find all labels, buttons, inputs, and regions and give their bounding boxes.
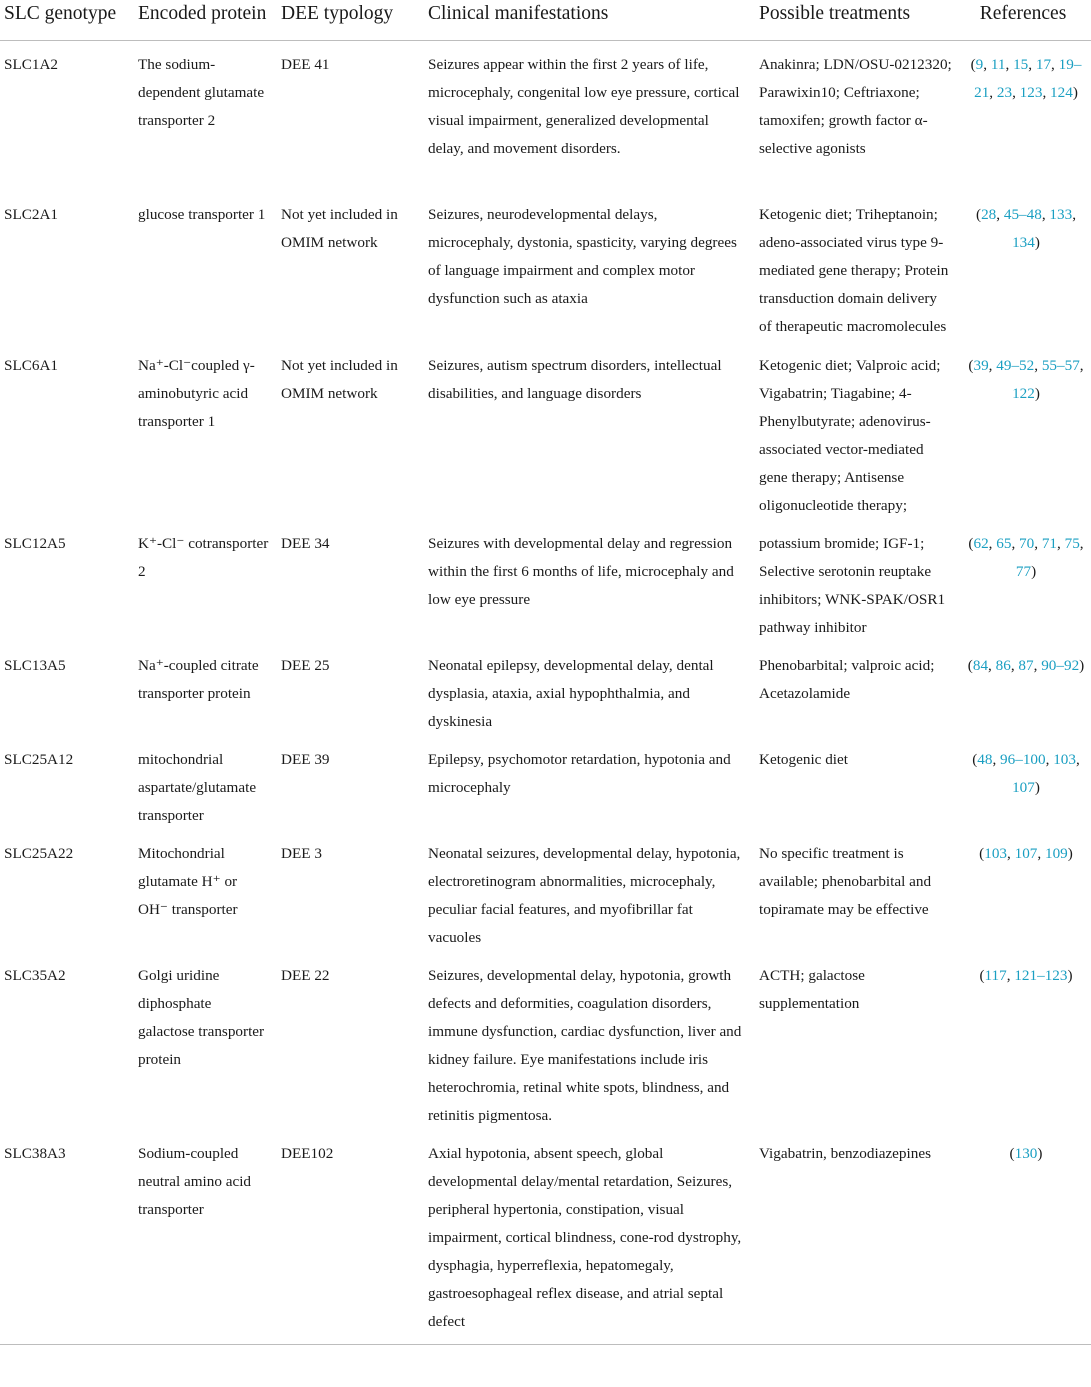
cell-treatments: Vigabatrin, benzodiazepines <box>751 1130 955 1345</box>
cell-references <box>955 191 1091 342</box>
cell-clinical: Seizures, neurodevelopmental delays, microcephaly, dystonia, spasticity, varying degrees of language impairment and complex motor dysfunction such as ataxia <box>428 206 737 307</box>
cell-clinical: Seizures with developmental delay and regression within the first 6 months of life, microcephaly and low eye pressure <box>428 535 734 608</box>
ref-open-paren: ( <box>1009 1145 1015 1162</box>
reference-link[interactable]: 87 <box>1018 657 1034 674</box>
ref-separator: , <box>988 535 997 552</box>
cell-clinical: Seizures appear within the first 2 years of life, microcephaly, congenital low eye pressure, cortical visual impairment, generalized developmental delay, and movement disorders. <box>428 56 740 157</box>
ref-separator: , <box>1012 84 1020 101</box>
cell-clinical: Neonatal epilepsy, developmental delay, dental dysplasia, ataxia, axial hypophthalmia, and dyskinesia <box>428 657 714 730</box>
cell-clinical: Epilepsy, psychomotor retardation, hypotonia and microcephaly <box>428 751 731 796</box>
cell-references <box>955 952 1091 1130</box>
cell-gene: SLC25A22 <box>4 845 74 862</box>
cell-references <box>955 642 1091 736</box>
reference-link[interactable]: 9 <box>975 56 984 73</box>
ref-close-paren: ) <box>1079 657 1085 674</box>
cell-references <box>955 520 1091 642</box>
reference-link[interactable]: 55–57 <box>1041 357 1080 374</box>
cell-protein: Sodium-coupled neutral amino acid transporter <box>130 1130 273 1345</box>
ref-open-paren: ( <box>979 845 985 862</box>
ref-separator: , <box>1011 535 1020 552</box>
cell-dee: DEE102 <box>273 1130 416 1345</box>
table-row <box>0 520 1091 642</box>
cell-gene: SLC25A12 <box>4 751 74 768</box>
cell-references <box>955 736 1091 830</box>
reference-link[interactable]: 90–92 <box>1041 657 1080 674</box>
ref-separator: , <box>1045 751 1054 768</box>
reference-link[interactable]: 130 <box>1014 1145 1038 1162</box>
reference-link[interactable]: 45–48 <box>1003 206 1042 223</box>
reference-link[interactable]: 65 <box>996 535 1012 552</box>
ref-separator: , <box>1005 56 1014 73</box>
table-row <box>0 642 1091 736</box>
table-row <box>0 342 1091 520</box>
ref-open-paren: ( <box>967 657 973 674</box>
header-gene: SLC genotype <box>0 0 130 41</box>
table-row <box>0 952 1091 1130</box>
reference-link[interactable]: 39 <box>973 357 989 374</box>
cell-gene: SLC35A2 <box>4 967 66 984</box>
cell-gene: SLC13A5 <box>4 657 66 674</box>
ref-separator: , <box>992 751 1001 768</box>
reference-link[interactable]: 107 <box>1012 779 1035 796</box>
ref-separator: , <box>1033 657 1042 674</box>
cell-dee: DEE 25 <box>281 657 330 674</box>
cell-references <box>955 342 1091 520</box>
reference-link[interactable]: 103 <box>1053 751 1076 768</box>
ref-separator: , <box>1034 535 1042 552</box>
ref-close-paren: ) <box>1034 385 1040 402</box>
cell-treatments: Anakinra; LDN/OSU-0212320; Parawixin10; Ceftriaxone; tamoxifen; growth factor α-selective agonists <box>759 56 952 157</box>
cell-treatments: Ketogenic diet <box>759 751 848 768</box>
cell-gene: SLC1A2 <box>4 56 59 73</box>
header-protein: Encoded protein <box>130 0 273 41</box>
ref-close-paren: ) <box>1031 563 1037 580</box>
cell-references <box>955 41 1091 192</box>
ref-separator: , <box>1007 845 1015 862</box>
reference-link[interactable]: 133 <box>1049 206 1073 223</box>
ref-separator: , <box>1079 357 1084 374</box>
reference-link[interactable]: 71 <box>1041 535 1057 552</box>
ref-separator: , <box>996 206 1004 223</box>
ref-close-paren: ) <box>1034 779 1040 796</box>
table-row <box>0 736 1091 830</box>
cell-gene: SLC6A1 <box>4 357 59 374</box>
header-references: References <box>955 0 1091 41</box>
cell-gene: SLC2A1 <box>4 206 59 223</box>
cell-dee: DEE 34 <box>281 535 330 552</box>
cell-protein: Mitochondrial glutamate H⁺ or OH⁻ transporter <box>138 845 238 918</box>
reference-link[interactable]: 109 <box>1044 845 1068 862</box>
ref-open-paren: ( <box>979 967 985 984</box>
table-body <box>0 41 1091 1345</box>
table-row <box>0 830 1091 952</box>
reference-link[interactable]: 70 <box>1019 535 1035 552</box>
cell-clinical: Neonatal seizures, developmental delay, hypotonia, electroretinogram abnormalities, microcephaly, peculiar facial features, and myofibrillar fat vacuoles <box>428 845 741 946</box>
cell-clinical: Seizures, autism spectrum disorders, intellectual disabilities, and language disorders <box>428 357 722 402</box>
header-dee: DEE typology <box>273 0 416 41</box>
table-header <box>0 0 1091 41</box>
reference-link[interactable]: 75 <box>1064 535 1080 552</box>
reference-link[interactable]: 28 <box>981 206 997 223</box>
cell-clinical: Seizures, developmental delay, hypotonia, growth defects and deformities, coagulation disorders, immune dysfunction, cardiac dysfunction, liver and kidney failure. Eye manifestations include iris heterochromia, retinal white spots, blindness, and retinitis pigmentosa. <box>428 967 742 1124</box>
reference-link[interactable]: 134 <box>1012 234 1035 251</box>
cell-protein: mitochondrial aspartate/glutamate transporter <box>138 751 257 824</box>
ref-open-paren: ( <box>968 357 974 374</box>
ref-separator: , <box>983 56 991 73</box>
reference-link[interactable]: 19–21 <box>974 56 1082 101</box>
cell-treatments: No specific treatment is available; phenobarbital and topiramate may be effective <box>759 845 932 918</box>
ref-open-paren: ( <box>968 535 974 552</box>
cell-protein: glucose transporter 1 <box>138 206 266 223</box>
ref-separator: , <box>1072 206 1076 223</box>
table-row <box>0 1130 1091 1345</box>
ref-close-paren: ) <box>1072 84 1078 101</box>
cell-protein: K⁺-Cl⁻ cotransporter 2 <box>138 535 269 580</box>
cell-dee: DEE 41 <box>281 56 330 73</box>
cell-dee: DEE 22 <box>281 967 330 984</box>
ref-separator: , <box>1034 357 1042 374</box>
cell-protein: Na⁺-coupled citrate transporter protein <box>138 657 259 702</box>
header-row <box>0 0 1091 41</box>
reference-link[interactable]: 123 <box>1019 84 1043 101</box>
cell-treatments: Phenobarbital; valproic acid; Acetazolamide <box>759 657 935 702</box>
ref-separator: , <box>989 84 997 101</box>
cell-dee: Not yet included in OMIM network <box>281 357 398 402</box>
ref-separator: , <box>1057 535 1065 552</box>
header-treatments: Possible treatments <box>751 0 955 41</box>
ref-separator: , <box>1006 967 1015 984</box>
cell-protein: Na⁺-Cl⁻coupled γ-aminobutyric acid transporter 1 <box>138 357 255 430</box>
reference-link[interactable]: 121–123 <box>1014 967 1068 984</box>
ref-separator: , <box>1010 657 1019 674</box>
cell-treatments: ACTH; galactose supplementation <box>759 967 865 1012</box>
reference-link[interactable]: 84 <box>972 657 989 674</box>
ref-open-paren: ( <box>970 56 976 73</box>
header-clinical: Clinical manifestations <box>416 0 751 41</box>
reference-link[interactable]: 23 <box>996 84 1013 101</box>
reference-link[interactable]: 48 <box>977 751 993 768</box>
ref-separator: , <box>1028 56 1036 73</box>
ref-separator: , <box>1051 56 1059 73</box>
cell-protein: Golgi uridine diphosphate galactose transporter protein <box>138 967 265 1068</box>
reference-link[interactable]: 86 <box>995 657 1011 674</box>
table-row <box>0 191 1091 342</box>
reference-link[interactable]: 124 <box>1050 84 1073 101</box>
ref-close-paren: ) <box>1034 234 1040 251</box>
reference-link[interactable]: 122 <box>1012 385 1035 402</box>
ref-separator: , <box>1075 751 1080 768</box>
ref-separator: , <box>988 657 996 674</box>
ref-close-paren: ) <box>1067 845 1073 862</box>
cell-references <box>955 830 1091 952</box>
reference-link[interactable]: 77 <box>1015 563 1032 580</box>
cell-dee: DEE 3 <box>281 845 322 862</box>
reference-link[interactable]: 103 <box>984 845 1008 862</box>
cell-gene: SLC12A5 <box>4 535 66 552</box>
cell-clinical: Axial hypotonia, absent speech, global developmental delay/mental retardation, Seizures, peripheral hypertonia, constipation, visual impairment, cortical blindness, cone-rod dystrophy, dysphagia, hyperreflexia, hepatomegaly, gastroesophageal reflex disease, and atrial septal defect <box>416 1130 751 1345</box>
ref-separator: , <box>1041 206 1050 223</box>
ref-separator: , <box>1042 84 1051 101</box>
ref-separator: , <box>1079 535 1084 552</box>
table-row <box>0 41 1091 192</box>
ref-open-paren: ( <box>976 206 982 223</box>
ref-separator: , <box>988 357 997 374</box>
cell-dee: DEE 39 <box>281 751 330 768</box>
ref-close-paren: ) <box>1037 1145 1043 1162</box>
reference-link[interactable]: 107 <box>1014 845 1038 862</box>
reference-link[interactable]: 11 <box>990 56 1006 73</box>
cell-references <box>955 1130 1091 1345</box>
ref-close-paren: ) <box>1067 967 1073 984</box>
cell-gene: SLC38A3 <box>0 1130 130 1345</box>
reference-link[interactable]: 17 <box>1035 56 1052 73</box>
reference-link[interactable]: 15 <box>1013 56 1029 73</box>
reference-link[interactable]: 96–100 <box>1000 751 1046 768</box>
cell-treatments: Ketogenic diet; Valproic acid; Vigabatrin; Tiagabine; 4-Phenylbutyrate; adenovirus-associated vector-mediated gene therapy; Antisense oligonucleotide therapy; <box>759 357 941 514</box>
ref-open-paren: ( <box>972 751 978 768</box>
cell-protein: The sodium-dependent glutamate transporter 2 <box>138 56 265 129</box>
reference-link[interactable]: 117 <box>984 967 1007 984</box>
cell-treatments: Ketogenic diet; Triheptanoin; adeno-associated virus type 9-mediated gene therapy; Protein transduction domain delivery of therapeutic macromolecules <box>759 206 949 335</box>
cell-dee: Not yet included in OMIM network <box>281 206 398 251</box>
reference-link[interactable]: 49–52 <box>996 357 1035 374</box>
ref-separator: , <box>1037 845 1045 862</box>
reference-link[interactable]: 62 <box>973 535 989 552</box>
cell-treatments: potassium bromide; IGF-1; Selective serotonin reuptake inhibitors; WNK-SPAK/OSR1 pathway inhibitor <box>759 535 946 636</box>
